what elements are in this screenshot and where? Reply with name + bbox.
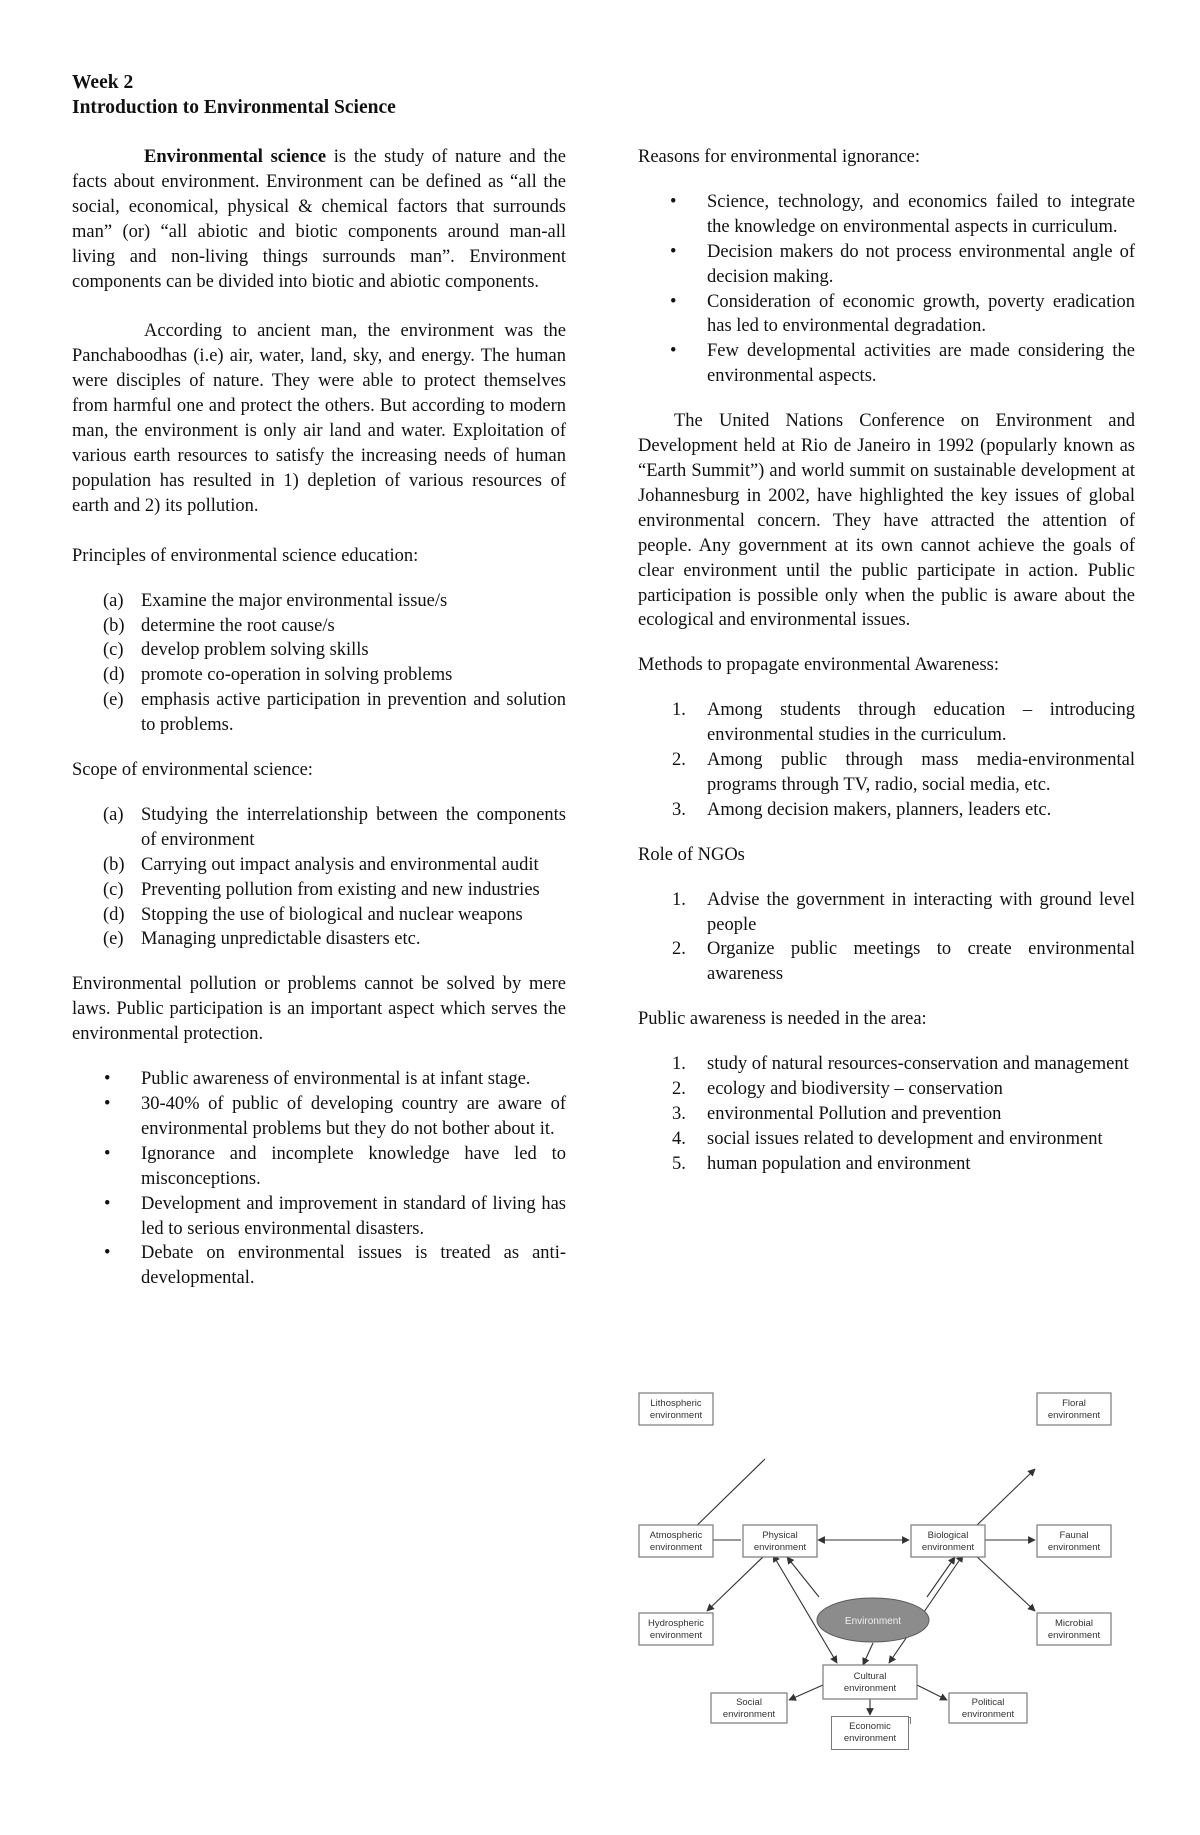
list-item-text: Among decision makers, planners, leaders etc. [707, 799, 1052, 820]
awareness-area-item [638, 1152, 1135, 1177]
list-item-text: Organize public meetings to create environmental awareness [707, 939, 1135, 985]
bullet-icon: • [104, 1193, 111, 1214]
bullet-icon: • [670, 291, 677, 312]
bullet-icon: • [104, 1094, 111, 1114]
list-marker: 3. [672, 1104, 686, 1124]
list-item-text: Debate on environmental issues is treated as anti-developmental. [141, 1243, 566, 1289]
scope-item [72, 803, 566, 853]
methods-heading: Methods to propagate environmental Awareness: [638, 655, 1000, 676]
principles-heading: Principles of environmental science education: [72, 545, 419, 566]
awareness-heading: Public awareness is needed in the area: [638, 1009, 927, 1030]
political-label-1: Political [971, 1697, 1005, 1708]
intro-paragraph [72, 145, 566, 294]
list-marker: 2. [672, 750, 686, 771]
list-item-text: emphasis active participation in prevention and solution to problems. [141, 690, 566, 736]
principle-item [72, 638, 566, 663]
list-item-text: Consideration of economic growth, poverty eradication has led to environmental degradation. [707, 291, 1135, 337]
intro-text: is the study of nature and the facts about environment. Environment can be defined as “all the social, economical, physical & chemical factors that surrounds man” (or) “all abiotic and biotic components around man-all living and non-living things surrounds man”. Environment components can be divided into biotic and abiotic components. [72, 147, 566, 292]
biological-box [911, 1525, 985, 1557]
list-item-text: Preventing pollution from existing and new industries [141, 879, 540, 900]
biological-label-2: environment [921, 1542, 975, 1553]
ancient-modern-paragraph: According to ancient man, the environment was the Panchaboodhas (i.e) air, water, land, sky, and energy. The human were disciples of nature. They were able to protect themselves from harmful one and protect the others. But according to modern man, the environment is only air land and water. Exploitation of various earth resources to satisfy the increasing needs of human population has resulted in 1) depletion of various resources of earth and 2) its pollution. [72, 321, 566, 516]
list-item-text: determine the root cause/s [141, 615, 335, 636]
methods-list [638, 698, 1135, 823]
list-marker: 2. [672, 1079, 686, 1100]
principle-item [72, 688, 566, 738]
hydrospheric-label-1: Hydrospheric [648, 1618, 704, 1629]
arrow-environment-cultural [863, 1643, 873, 1665]
awareness-area-item [638, 1102, 1135, 1127]
reason-item [638, 240, 1135, 290]
faunal-label-1: Faunal [1059, 1530, 1089, 1541]
arrow-cultural-social [789, 1685, 823, 1700]
arrow-biological-microbial [975, 1555, 1035, 1611]
list-marker: (a) [103, 590, 124, 611]
list-item-text: Managing unpredictable disasters etc. [141, 929, 421, 950]
pollution-paragraph: Environmental pollution or problems cannot be solved by mere laws. Public participation is an important aspect which serves the environmental protection. [72, 974, 566, 1045]
list-item-text: Science, technology, and economics failed to integrate the knowledge on environmental aspects in curriculum. [707, 191, 1135, 237]
reasons-list [638, 190, 1135, 389]
list-item-text: Among public through mass media-environmental programs through TV, radio, social media, etc. [707, 750, 1135, 795]
cultural-label-1: Cultural [853, 1671, 887, 1682]
economic-label-2: environment [843, 1733, 897, 1744]
awareness-bullet-item [72, 1092, 566, 1142]
awareness-bullet-item [72, 1067, 566, 1092]
faunal-box [1037, 1525, 1111, 1557]
list-item-text: Among students through education – introducing environmental studies in the curriculum. [707, 700, 1135, 746]
list-item-text: social issues related to development and environment [707, 1128, 1103, 1149]
list-marker: 3. [672, 799, 686, 820]
hydrospheric-box [639, 1613, 713, 1645]
list-item-text: Advise the government in interacting with ground level people [707, 889, 1135, 935]
right-column [638, 145, 1135, 1177]
list-item-text: human population and environment [707, 1153, 971, 1174]
arrow-physical-hydrospheric [707, 1555, 765, 1611]
social-label-2: environment [722, 1709, 776, 1720]
cultural-box [823, 1665, 917, 1699]
lithospheric-label-2: environment [649, 1410, 703, 1421]
list-item-text: Decision makers do not process environmental angle of decision making. [707, 241, 1135, 287]
reasons-heading: Reasons for environmental ignorance: [638, 147, 921, 167]
principles-list [72, 589, 566, 738]
list-item-text: study of natural resources-conservation and management [707, 1054, 1129, 1075]
list-marker: 2. [672, 939, 686, 960]
floral-label-2: environment [1047, 1410, 1101, 1421]
hydrospheric-label-2: environment [649, 1630, 703, 1641]
bullet-icon: • [104, 1143, 111, 1164]
political-label-2: environment [961, 1709, 1015, 1720]
intro-term: Environmental science [144, 147, 327, 167]
list-marker: 1. [672, 1054, 686, 1075]
biological-label-1: Biological [927, 1530, 969, 1541]
list-marker: (e) [103, 690, 124, 711]
reason-item [638, 290, 1135, 340]
list-item-text: Stopping the use of biological and nuclear weapons [141, 904, 523, 925]
list-item-text: Few developmental activities are made considering the environmental aspects. [707, 341, 1135, 387]
faunal-label-2: environment [1047, 1542, 1101, 1553]
microbial-box [1037, 1613, 1111, 1645]
ngo-item [638, 937, 1135, 987]
microbial-label-2: environment [1047, 1630, 1101, 1641]
bullet-icon: • [104, 1069, 111, 1090]
list-marker: (c) [103, 640, 124, 661]
method-item [638, 798, 1135, 823]
political-box [949, 1693, 1027, 1723]
ngo-item [638, 888, 1135, 938]
arrow-cultural-political [917, 1685, 947, 1700]
list-marker: 5. [672, 1153, 686, 1174]
bullet-icon: • [104, 1243, 111, 1264]
physical-label-2: environment [753, 1542, 807, 1553]
social-box [711, 1693, 787, 1723]
list-item-text: Carrying out impact analysis and environmental audit [141, 854, 539, 875]
list-marker: (e) [103, 929, 124, 950]
economic-label-1: Economic [849, 1721, 891, 1732]
scope-heading: Scope of environmental science: [72, 760, 313, 781]
arrow-environment-physical [787, 1557, 819, 1597]
reason-item [638, 339, 1135, 389]
awareness-area-item [638, 1127, 1135, 1152]
lithospheric-label-1: Lithospheric [650, 1398, 702, 1409]
physical-box [743, 1525, 817, 1557]
un-conference-paragraph: The United Nations Conference on Environment and Development held at Rio de Janeiro in 1992 (popularly known as “Earth Summit”) and world summit on sustainable development at Johannesburg in 2002, have highlighted the key issues of global environmental concern. They have attracted the attention of people. Any government at its own cannot achieve the goals of clear environment until the public participate in action. Public participation is possible only when the public is aware about the ecological and environmental issues. [638, 411, 1135, 631]
document-header [72, 70, 396, 120]
list-item-text: Ignorance and incomplete knowledge have led to misconceptions. [141, 1143, 566, 1189]
list-marker: (b) [103, 854, 125, 875]
list-item-text: Studying the interrelationship between the components of environment [141, 804, 566, 850]
floral-box [1037, 1393, 1111, 1425]
left-column [72, 145, 566, 1291]
floral-label-1: Floral [1062, 1398, 1086, 1409]
list-item-text: Examine the major environmental issue/s [141, 590, 448, 611]
scope-item [72, 878, 566, 903]
bullet-icon: • [670, 241, 677, 262]
method-item [638, 698, 1135, 748]
environment-label: Environment [844, 1616, 902, 1627]
list-marker: 4. [672, 1128, 686, 1149]
social-label-1: Social [736, 1697, 762, 1708]
awareness-area-item [638, 1077, 1135, 1102]
principle-item [72, 589, 566, 614]
economic-box [831, 1716, 909, 1750]
environment-diagram [637, 1385, 1137, 1725]
list-marker: (d) [103, 665, 125, 686]
atmospheric-label-1: Atmospheric [649, 1530, 703, 1541]
list-marker: 1. [672, 700, 686, 721]
scope-item [72, 903, 566, 928]
bullet-icon: • [670, 191, 677, 212]
physical-label-1: Physical [762, 1530, 798, 1541]
awareness-bullet-item [72, 1192, 566, 1242]
week-label: Week 2 [72, 72, 134, 93]
bullet-icon: • [670, 341, 677, 362]
environment-ellipse [817, 1598, 929, 1642]
lithospheric-box [639, 1393, 713, 1425]
list-marker: (a) [103, 804, 124, 825]
principle-item [72, 663, 566, 688]
scope-list [72, 803, 566, 952]
list-item-text: promote co-operation in solving problems [141, 665, 453, 686]
scope-item [72, 853, 566, 878]
public-awareness-bullets [72, 1067, 566, 1291]
awareness-list [638, 1052, 1135, 1177]
list-marker: (b) [103, 615, 125, 636]
arrow-biological-floral [975, 1469, 1035, 1527]
list-marker: (c) [103, 879, 124, 900]
list-item-text: environmental Pollution and prevention [707, 1104, 1002, 1124]
atmospheric-box [639, 1525, 713, 1557]
ngo-heading: Role of NGOs [638, 844, 745, 865]
list-item-text: develop problem solving skills [141, 640, 369, 661]
list-marker: 1. [672, 889, 686, 910]
awareness-area-item [638, 1052, 1135, 1077]
awareness-bullet-item [72, 1142, 566, 1192]
atmospheric-label-2: environment [649, 1542, 703, 1553]
microbial-label-1: Microbial [1054, 1618, 1094, 1629]
method-item [638, 748, 1135, 798]
list-item-text: 30-40% of public of developing country are aware of environmental problems but they do not bother about it. [141, 1094, 566, 1139]
list-item-text: Development and improvement in standard of living has led to serious environmental disasters. [141, 1193, 566, 1239]
document-title: Introduction to Environmental Science [72, 97, 396, 118]
reason-item [638, 190, 1135, 240]
awareness-bullet-item [72, 1241, 566, 1291]
list-marker: (d) [103, 904, 125, 925]
ngo-list [638, 888, 1135, 988]
cultural-label-2: environment [843, 1683, 897, 1694]
list-item-text: Public awareness of environmental is at infant stage. [141, 1069, 531, 1090]
scope-item [72, 927, 566, 952]
list-item-text: ecology and biodiversity – conservation [707, 1079, 1003, 1100]
principle-item [72, 614, 566, 639]
arrow-environment-biological [927, 1557, 955, 1597]
